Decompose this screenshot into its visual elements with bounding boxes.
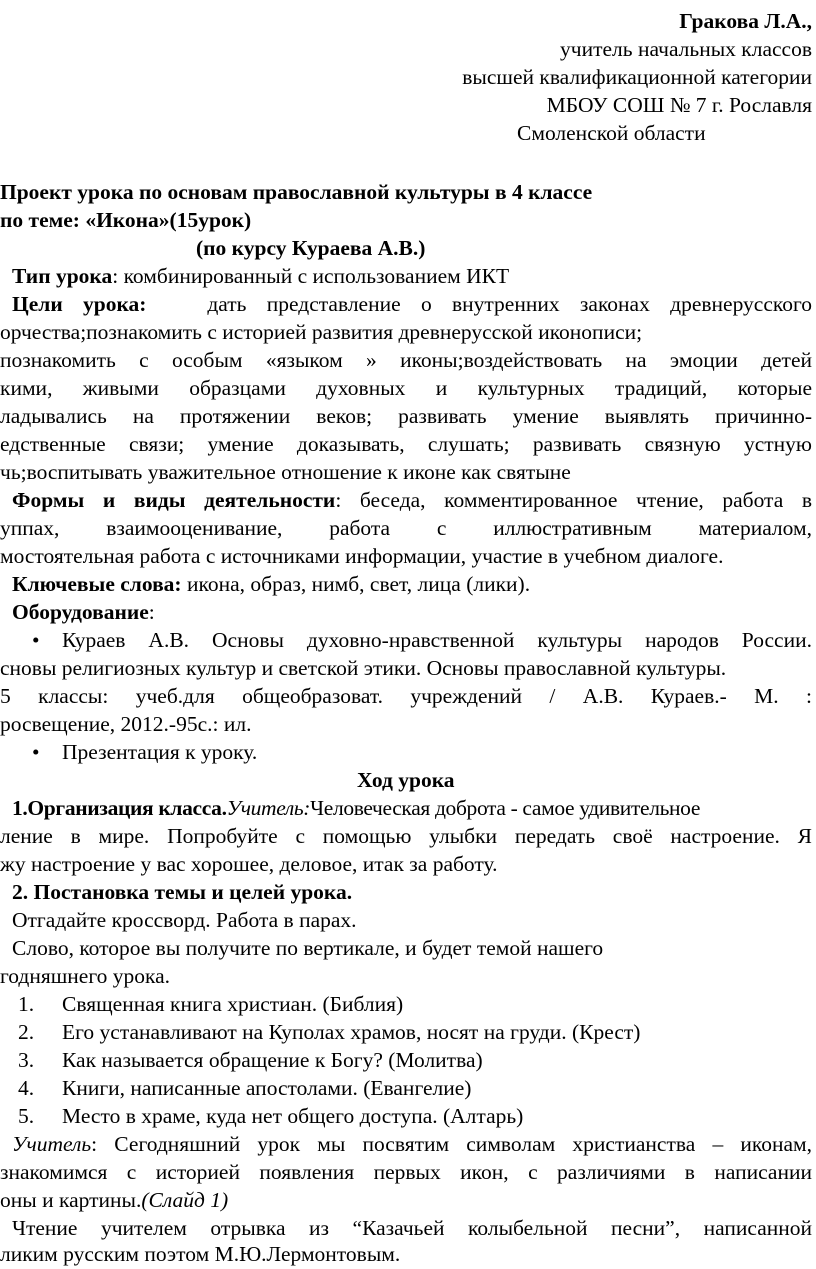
list-item-number: 5. <box>18 1104 35 1128</box>
author-name: Гракова Л.А., <box>679 9 812 33</box>
equipment-label: Оборудование: <box>12 600 155 624</box>
forms-line-1: Формы и виды деятельности: беседа, комментированное чтение, работа в <box>12 488 812 512</box>
bullet-icon: • <box>32 740 40 764</box>
equipment-item-1-line-2: сновы религиозных культур и светской этики. Основы православной культуры. <box>0 656 727 680</box>
author-category: высшей квалификационной категории <box>462 65 812 89</box>
equipment-item-1-line-1: Кураев А.В. Основы духовно-нравственной культуры народов России. <box>62 628 812 652</box>
goals-line-6: едственные связи; умение доказывать, слушать; развивать связную устную <box>0 432 812 456</box>
goals-line-7: чь;воспитывать уважительное отношение к иконе как святыне <box>0 460 571 484</box>
teacher-line-2: знакомимся с историей появления первых икон, с различиями в написании <box>0 1160 812 1184</box>
section-2-line-3: годняшнего урока. <box>0 964 171 988</box>
list-item: Его устанавливают на Куполах храмов, носят на груди. (Крест) <box>62 1020 641 1044</box>
section-2-line-2: Слово, которое вы получите по вертикале, и будет темой нашего <box>12 936 604 960</box>
section-1-heading: 1.Организация класса. <box>12 796 227 820</box>
teacher-label: Учитель <box>12 1132 92 1156</box>
teacher-line-1: Учитель: Сегодняшний урок мы посвятим символам христианства – иконам, <box>12 1132 812 1156</box>
author-school: МБОУ СОШ № 7 г. Рославля <box>546 93 812 117</box>
list-item: Как называется обращение к Богу? (Молитва) <box>62 1048 483 1072</box>
forms-label: Формы и виды деятельности <box>12 488 336 512</box>
section-1-line-1: 1.Организация класса.Учитель:Человеческая доброта - самое удивительное <box>12 796 701 820</box>
list-item: Место в храме, куда нет общего доступа. (Алтарь) <box>62 1104 524 1128</box>
title-line-1: Проект урока по основам православной культуры в 4 классе <box>0 180 593 204</box>
lesson-heading: Ход урока <box>357 768 455 792</box>
equipment-item-1-line-4: росвещение, 2012.-95с.: ил. <box>0 712 252 736</box>
author-position: учитель начальных классов <box>560 37 812 61</box>
list-item-number: 4. <box>18 1076 35 1100</box>
reading-line-2: ликим русским поэтом М.Ю.Лермонтовым. <box>0 1242 401 1266</box>
list-item-number: 1. <box>18 992 35 1016</box>
lesson-type: Тип урока: комбинированный с использованием ИКТ <box>12 264 510 288</box>
section-2-heading: 2. Постановка темы и целей урока. <box>12 880 353 904</box>
keywords: Ключевые слова: икона, образ, нимб, свет, лица (лики). <box>12 572 531 596</box>
lesson-type-label: Тип урока <box>12 264 113 288</box>
goals-line-1: Цели урока: дать представление о внутренних законах древнерусского <box>12 292 813 316</box>
goals-line-5: ладывались на протяжении веков; развивать умение выявлять причинно- <box>0 404 812 428</box>
slide-reference: (Слайд 1) <box>141 1188 229 1212</box>
reading-line-1: Чтение учителем отрывка из “Казачьей колыбельной песни”, написанной <box>12 1216 812 1240</box>
title-line-3: (по курсу Кураева А.В.) <box>196 236 426 260</box>
title-line-2: по теме: «Икона»(15урок) <box>0 208 252 232</box>
section-2-line-1: Отгадайте кроссворд. Работа в парах. <box>12 908 357 932</box>
list-item-number: 2. <box>18 1020 35 1044</box>
section-1-line-2: ление в мире. Попробуйте с помощью улыбки передать своё настроение. Я <box>0 824 812 848</box>
author-region: Смоленской области <box>517 121 706 145</box>
list-item: Священная книга христиан. (Библия) <box>62 992 404 1016</box>
forms-line-3: мостоятельная работа с источниками информации, участие в учебном диалоге. <box>0 544 724 568</box>
list-item-number: 3. <box>18 1048 35 1072</box>
goals-label: Цели урока: <box>12 292 147 316</box>
list-item: Книги, написанные апостолами. (Евангелие) <box>62 1076 472 1100</box>
equipment-item-2: Презентация к уроку. <box>62 740 258 764</box>
equipment-item-1-line-3: 5 классы: учеб.для общеобразоват. учреждений / А.В. Кураев.- М. : <box>0 684 812 708</box>
bullet-icon: • <box>32 628 40 652</box>
teacher-line-3: оны и картины.(Слайд 1) <box>0 1188 229 1212</box>
keywords-label: Ключевые слова: <box>12 572 182 596</box>
goals-line-3: познакомить с особым «языком » иконы;воздействовать на эмоции детей <box>0 348 812 372</box>
goals-line-2: орчества;познакомить с историей развития древнерусской иконописи; <box>0 320 643 344</box>
forms-line-2: уппах, взаимооценивание, работа с иллюстративным материалом, <box>0 516 812 540</box>
teacher-label: Учитель: <box>226 796 311 820</box>
goals-line-4: кими, живыми образцами духовных и культурных традиций, которые <box>0 376 812 400</box>
section-1-line-3: жу настроение у вас хорошее, деловое, итак за работу. <box>0 852 498 876</box>
